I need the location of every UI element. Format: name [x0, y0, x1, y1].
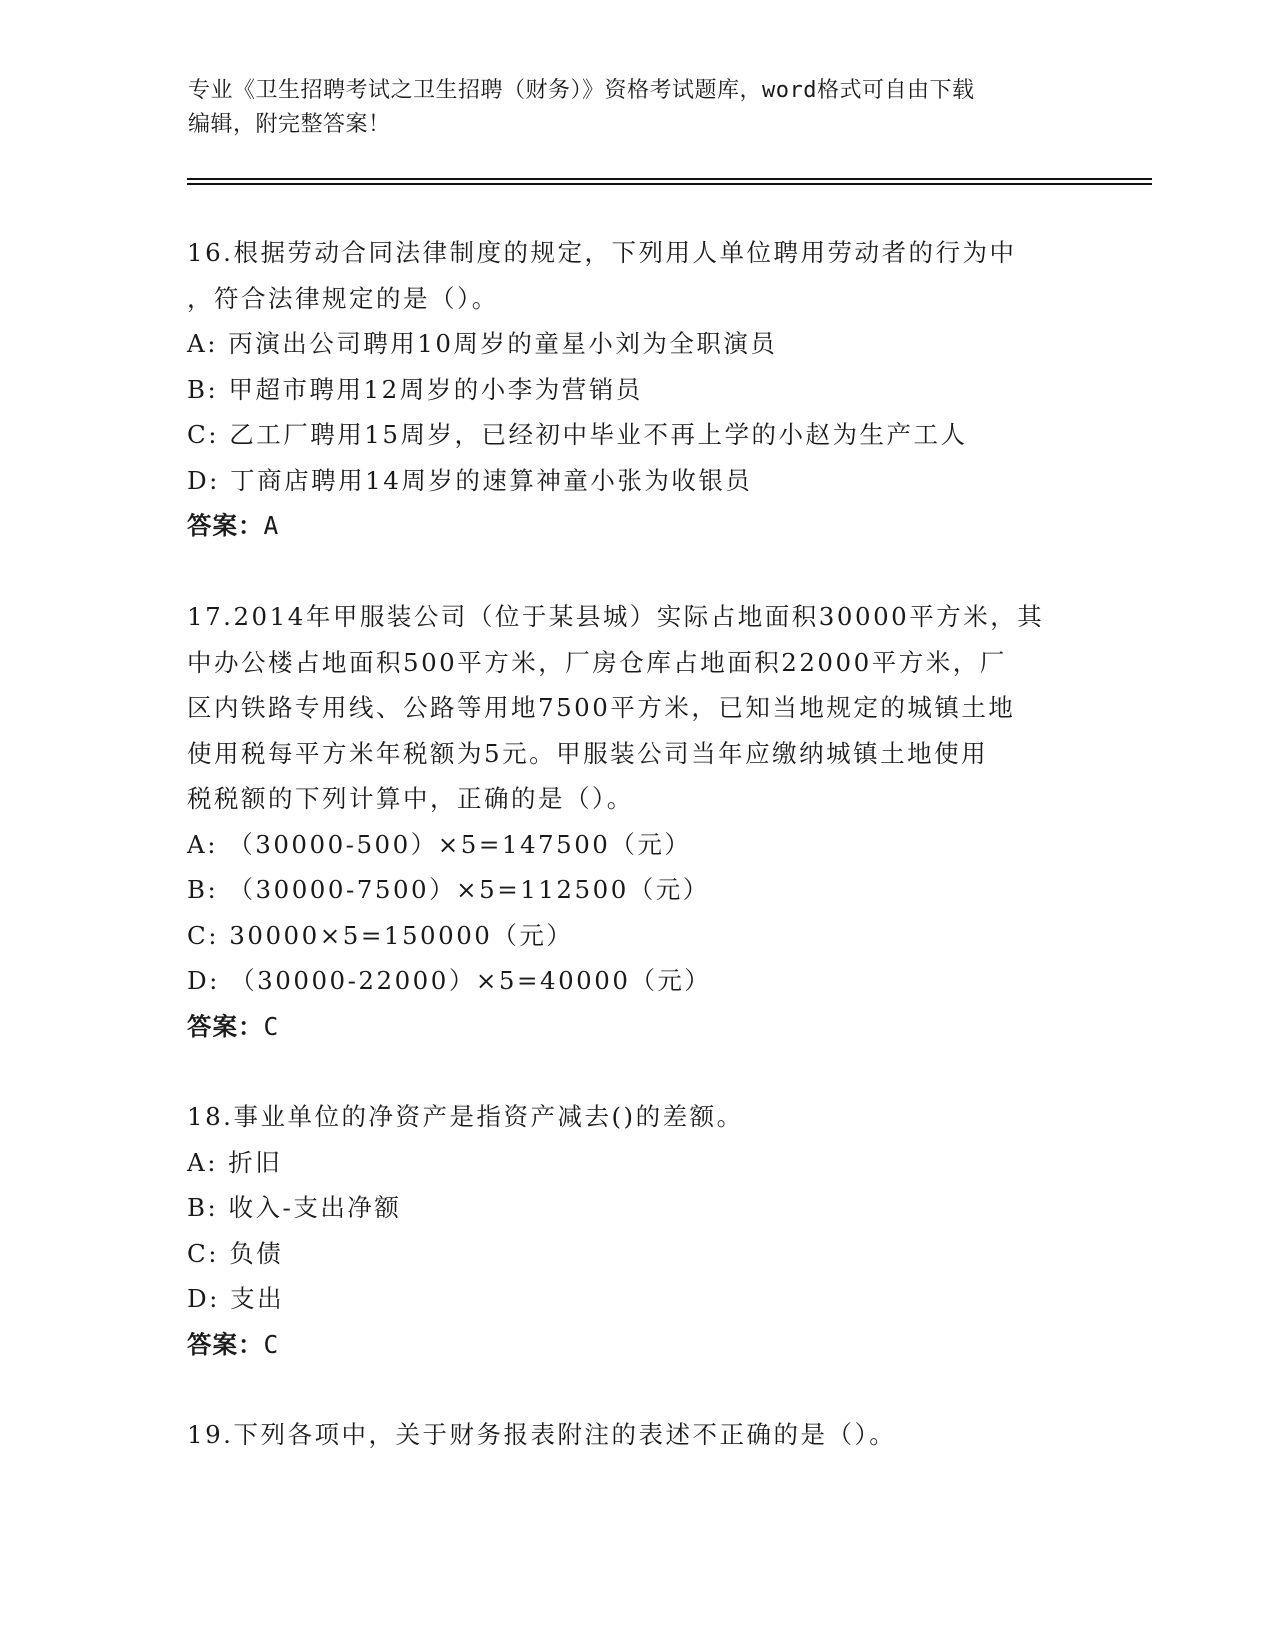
option-d: D: （30000-22000）×5=40000（元） — [187, 966, 712, 995]
answer-label: 答案： — [187, 1011, 264, 1041]
document-header — [188, 74, 1088, 142]
option-a: A: 折旧 — [187, 1147, 283, 1177]
question-17 — [187, 594, 1087, 1049]
option-c: C: 负债 — [187, 1238, 284, 1268]
answer-label: 答案： — [187, 511, 264, 540]
answer-value: A — [263, 511, 280, 540]
question-text-line: 16.根据劳动合同法律制度的规定，下列用人单位聘用劳动者的行为中 — [187, 238, 1017, 267]
question-text-line: 使用税每平方米年税额为5元。甲服装公司当年应缴纳城镇土地使用 — [187, 738, 989, 768]
option-b: B: 甲超市聘用12周岁的小李为营销员 — [187, 374, 643, 404]
answer-line — [187, 1004, 1087, 1050]
option-b: B: 收入-支出净额 — [187, 1193, 402, 1222]
answer-line — [187, 1322, 1087, 1368]
header-divider-top — [187, 178, 1152, 180]
question-text-line: 税税额的下列计算中，正确的是（）。 — [187, 784, 634, 813]
answer-label: 答案： — [187, 1329, 264, 1359]
answer-value: C — [263, 1329, 280, 1359]
option-a: A: 丙演出公司聘用10周岁的童星小刘为全职演员 — [187, 329, 778, 358]
question-text-line: 区内铁路专用线、公路等用地7500平方米，已知当地规定的城镇土地 — [187, 693, 1016, 722]
question-text-line: 中办公楼占地面积500平方米，厂房仓库占地面积22000平方米，厂 — [187, 647, 1007, 677]
header-divider-bottom — [187, 183, 1152, 185]
header-line-1: 专业《卫生招聘考试之卫生招聘（财务）》资格考试题库，word格式可自由下载 — [188, 78, 975, 103]
question-text-line: ，符合法律规定的是（）。 — [187, 283, 499, 313]
option-d: D: 丁商店聘用14周岁的速算神童小张为收银员 — [187, 465, 753, 495]
header-line-2: 编辑，附完整答案！ — [188, 112, 391, 137]
option-b: B: （30000-7500）×5=112500（元） — [187, 875, 710, 904]
question-text-line: 18.事业单位的净资产是指资产减去()的差额。 — [187, 1102, 744, 1131]
answer-line — [187, 503, 1087, 549]
option-d: D: 支出 — [187, 1284, 285, 1313]
question-16 — [187, 230, 1087, 549]
option-c: C: 乙工厂聘用15周岁，已经初中毕业不再上学的小赵为生产工人 — [187, 420, 968, 449]
option-c: C: 30000×5=150000（元） — [187, 920, 574, 950]
question-18 — [187, 1094, 1087, 1367]
question-19 — [187, 1412, 1087, 1458]
option-a: A: （30000-500）×5=147500（元） — [187, 829, 692, 859]
answer-value: C — [263, 1011, 280, 1041]
question-text-line: 19.下列各项中，关于财务报表附注的表述不正确的是（）。 — [187, 1420, 897, 1449]
question-text-line: 17.2014年甲服装公司（位于某县城）实际占地面积30000平方米，其 — [187, 602, 1045, 631]
